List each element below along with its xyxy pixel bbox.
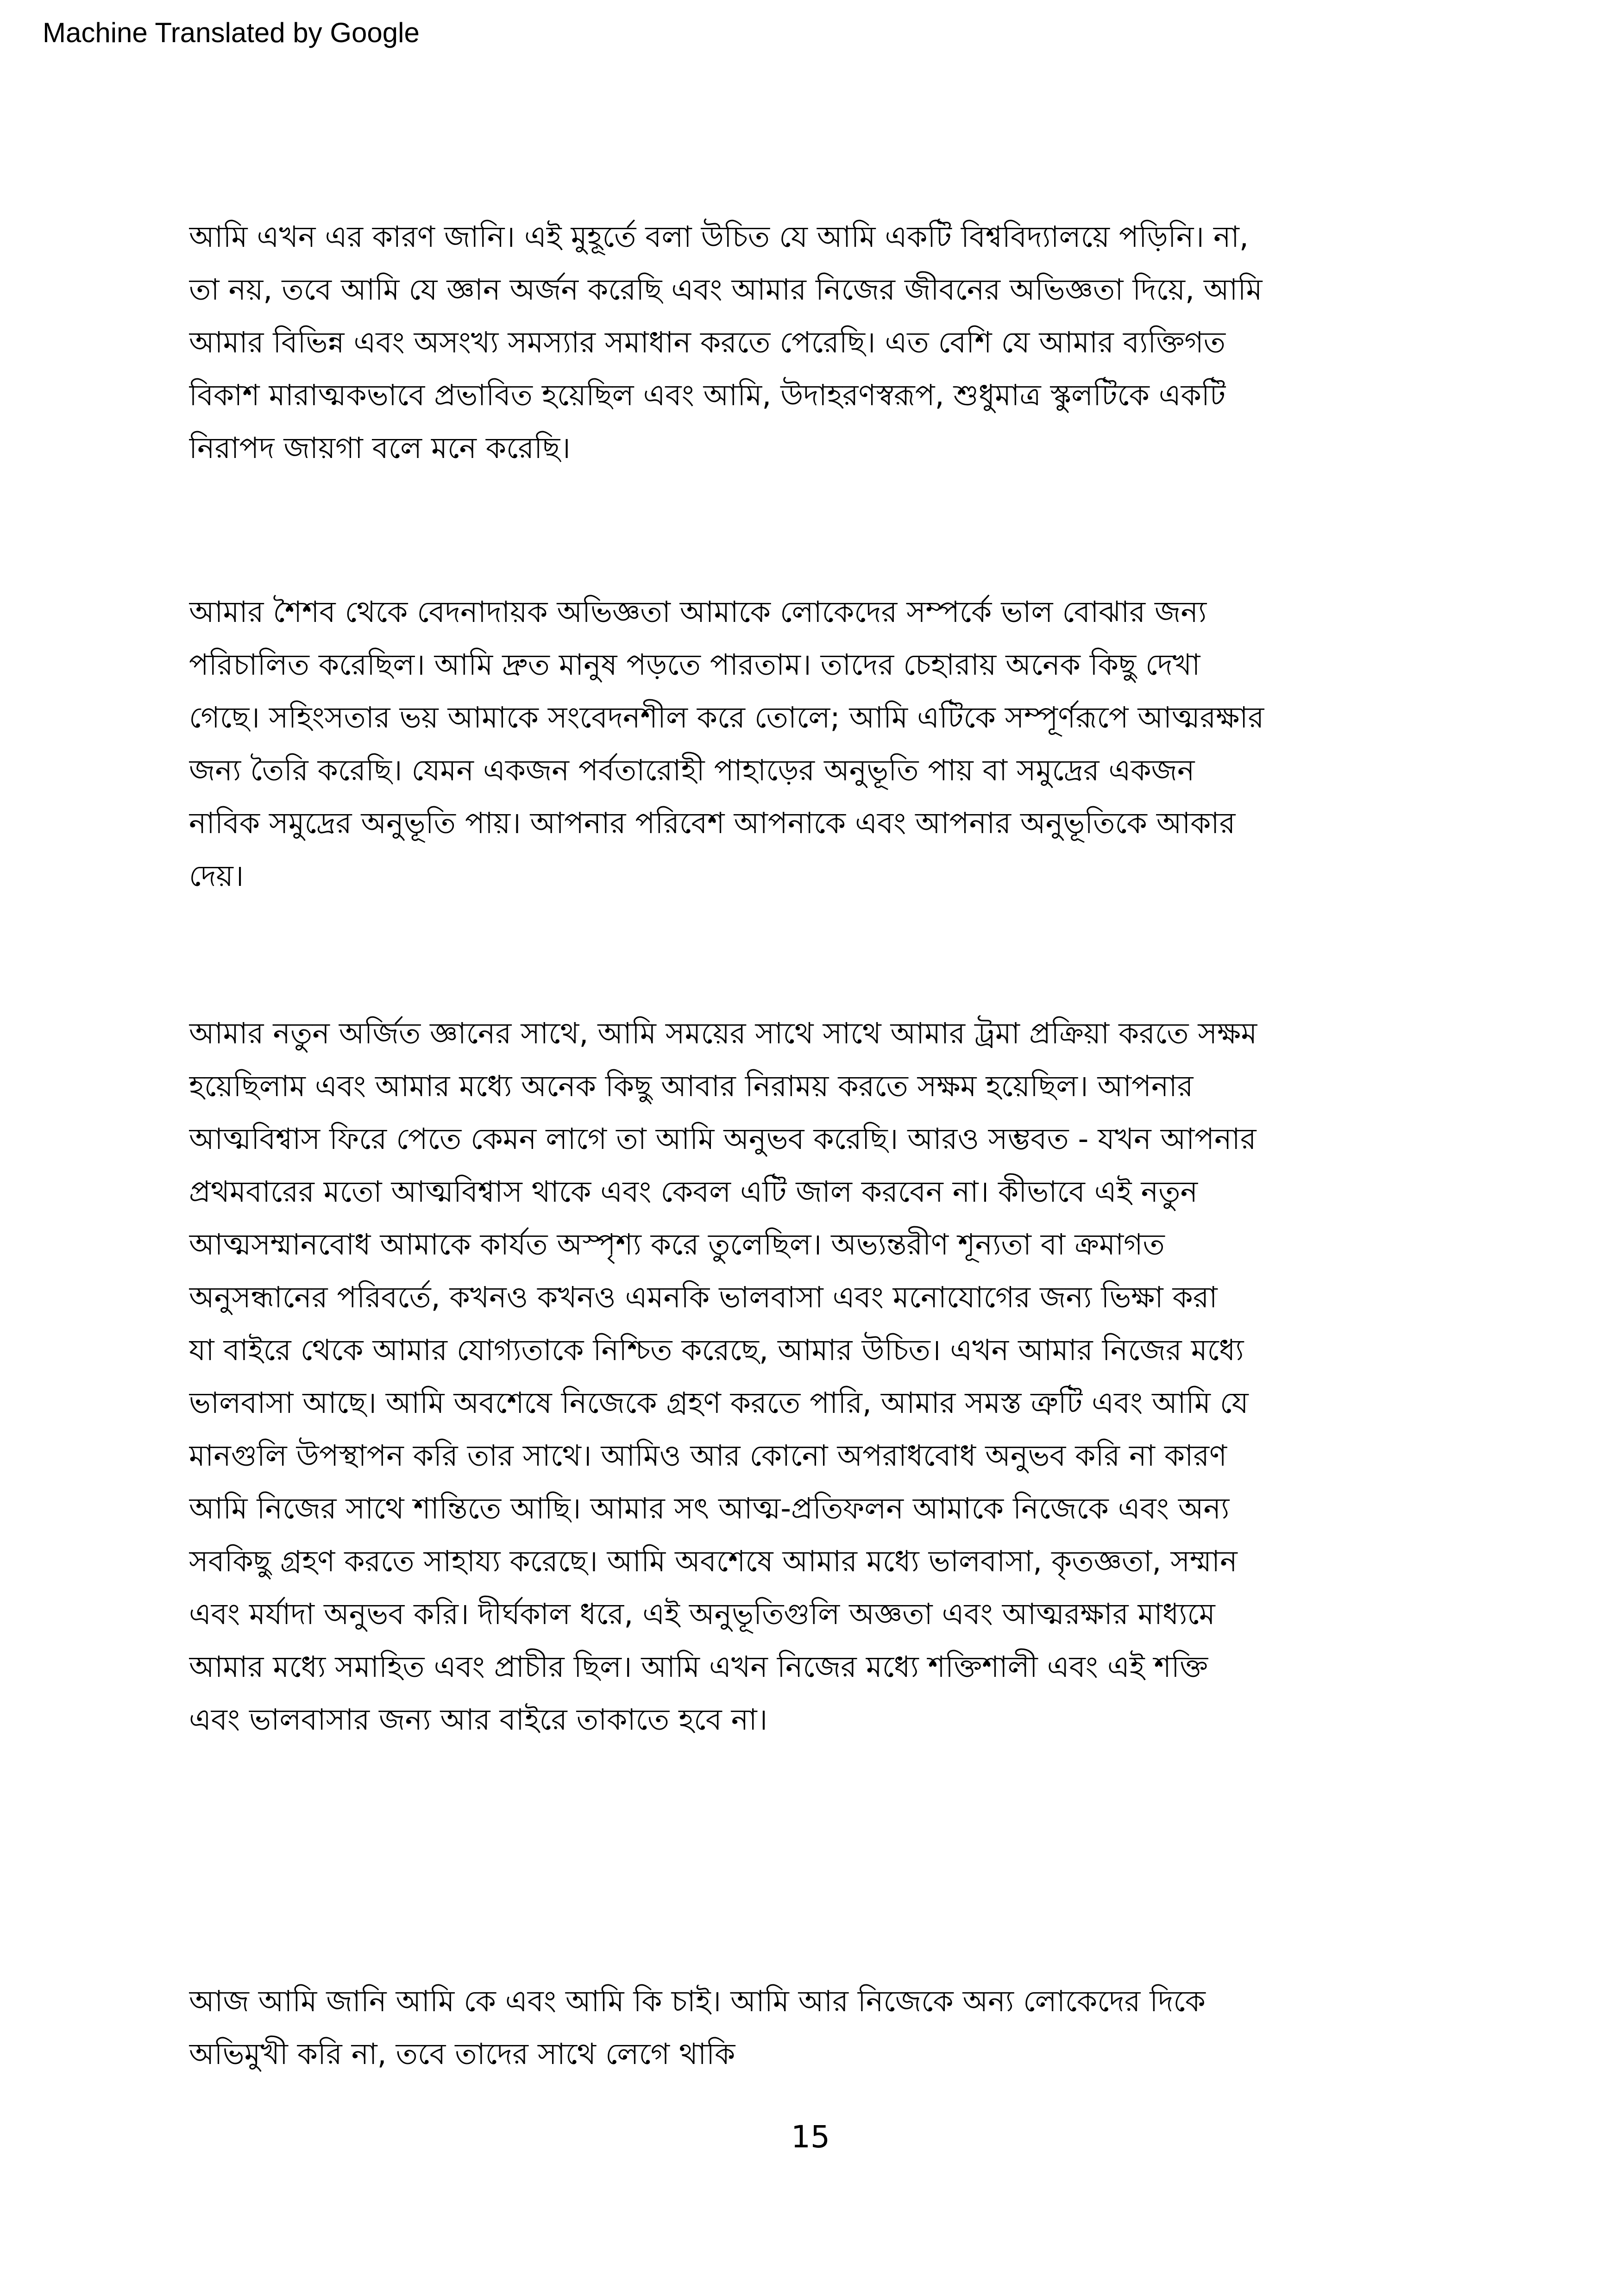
- paragraph-line: হয়েছিলাম এবং আমার মধ্যে অনেক কিছু আবার নিরাময় করতে সক্ষম হয়েছিল। আপনার: [189, 1069, 1194, 1103]
- paragraph-line: সবকিছু গ্রহণ করতে সাহায্য করেছে। আমি অবশেষে আমার মধ্যে ভালবাসা, কৃতজ্ঞতা, সম্মান: [189, 1544, 1238, 1578]
- paragraph-3: [189, 1007, 1476, 1746]
- paragraph-line: তা নয়, তবে আমি যে জ্ঞান অর্জন করেছি এবং আমার নিজের জীবনের অভিজ্ঞতা দিয়ে, আমি: [189, 273, 1263, 307]
- paragraph-line: মানগুলি উপস্থাপন করি তার সাথে। আমিও আর কোনো অপরাধবোধ অনুভব করি না কারণ: [189, 1439, 1227, 1473]
- paragraph-line: পরিচালিত করেছিল। আমি দ্রুত মানুষ পড়তে পারতাম। তাদের চেহারায় অনেক কিছু দেখা: [189, 648, 1200, 682]
- paragraph-line: গেছে। সহিংসতার ভয় আমাকে সংবেদনশীল করে তোলে; আমি এটিকে সম্পূর্ণরূপে আত্মরক্ষার: [189, 701, 1264, 734]
- paragraph-line: জন্য তৈরি করেছি। যেমন একজন পর্বতারোহী পাহাড়ের অনুভূতি পায় বা সমুদ্রের একজন: [189, 753, 1195, 787]
- machine-translation-label: Machine Translated by Google: [43, 17, 420, 48]
- paragraph-2: [189, 586, 1476, 903]
- paragraph-line: আত্মবিশ্বাস ফিরে পেতে কেমন লাগে তা আমি অনুভব করেছি। আরও সম্ভবত - যখন আপনার: [189, 1122, 1257, 1156]
- paragraph-line: প্রথমবারের মতো আত্মবিশ্বাস থাকে এবং কেবল এটি জাল করবেন না। কীভাবে এই নতুন: [189, 1175, 1198, 1209]
- paragraph-line: আমার মধ্যে সমাহিত এবং প্রাচীর ছিল। আমি এখন নিজের মধ্যে শক্তিশালী এবং এই শক্তি: [189, 1650, 1208, 1684]
- paragraph-line: আমি এখন এর কারণ জানি। এই মুহূর্তে বলা উচিত যে আমি একটি বিশ্ববিদ্যালয়ে পড়িনি। না,: [189, 220, 1249, 254]
- paragraph-line: আমার শৈশব থেকে বেদনাদায়ক অভিজ্ঞতা আমাকে লোকেদের সম্পর্কে ভাল বোঝার জন্য: [189, 595, 1207, 629]
- paragraph-line: অভিমুখী করি না, তবে তাদের সাথে লেগে থাকি: [189, 2037, 735, 2071]
- paragraph-line: আমার নতুন অর্জিত জ্ঞানের সাথে, আমি সময়ের সাথে সাথে আমার ট্রমা প্রক্রিয়া করতে সক্ষম: [189, 1016, 1257, 1050]
- paragraph-line: অনুসন্ধানের পরিবর্তে, কখনও কখনও এমনকি ভালবাসা এবং মনোযোগের জন্য ভিক্ষা করা: [189, 1280, 1218, 1314]
- paragraph-line: যা বাইরে থেকে আমার যোগ্যতাকে নিশ্চিত করেছে, আমার উচিত। এখন আমার নিজের মধ্যে: [189, 1333, 1244, 1367]
- paragraph-line: ভালবাসা আছে। আমি অবশেষে নিজেকে গ্রহণ করতে পারি, আমার সমস্ত ত্রুটি এবং আমি যে: [189, 1386, 1249, 1420]
- paragraph-line: নাবিক সমুদ্রের অনুভূতি পায়। আপনার পরিবেশ আপনাকে এবং আপনার অনুভূতিকে আকার: [189, 806, 1236, 840]
- paragraph-line: আমার বিভিন্ন এবং অসংখ্য সমস্যার সমাধান করতে পেরেছি। এত বেশি যে আমার ব্যক্তিগত: [189, 326, 1226, 359]
- paragraph-line: আত্মসম্মানবোধ আমাকে কার্যত অস্পৃশ্য করে তুলেছিল। অভ্যন্তরীণ শূন্যতা বা ক্রমাগত: [189, 1228, 1165, 1261]
- paragraph-line: এবং ভালবাসার জন্য আর বাইরে তাকাতে হবে না।: [189, 1703, 768, 1737]
- paragraph-line: নিরাপদ জায়গা বলে মনে করেছি।: [189, 431, 571, 465]
- paragraph-1: [189, 211, 1476, 475]
- paragraph-line: আমি নিজের সাথে শান্তিতে আছি। আমার সৎ আত্ম-প্রতিফলন আমাকে নিজেকে এবং অন্য: [189, 1492, 1230, 1525]
- paragraph-line: দেয়।: [189, 859, 244, 893]
- paragraph-4: [189, 1975, 1476, 2081]
- paragraph-line: এবং মর্যাদা অনুভব করি। দীর্ঘকাল ধরে, এই অনুভূতিগুলি অজ্ঞতা এবং আত্মরক্ষার মাধ্যমে: [189, 1597, 1215, 1631]
- paragraph-line: বিকাশ মারাত্মকভাবে প্রভাবিত হয়েছিল এবং আমি, উদাহরণস্বরূপ, শুধুমাত্র স্কুলটিকে একটি: [189, 378, 1226, 412]
- page-number: 15: [791, 2119, 830, 2155]
- paragraph-line: আজ আমি জানি আমি কে এবং আমি কি চাই। আমি আর নিজেকে অন্য লোকেদের দিকে: [189, 1984, 1206, 2018]
